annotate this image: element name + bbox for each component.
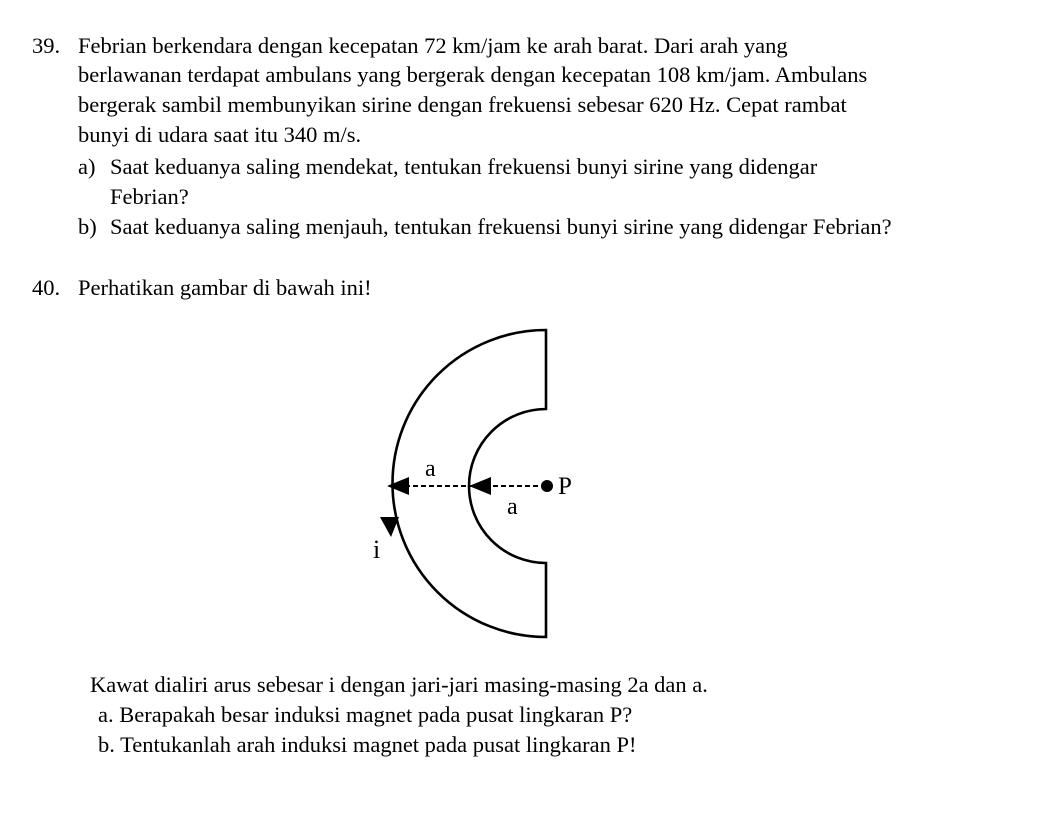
outer-radius-label: a xyxy=(425,456,436,482)
question-40-part-a: a. Berapakah besar induksi magnet pada pusat lingkaran P? xyxy=(98,702,633,727)
question-40-part-b: b. Tentukanlah arah induksi magnet pada pusat lingkaran P! xyxy=(98,732,637,757)
inner-radius-label: a xyxy=(507,494,518,520)
question-39-part-b-label: b) xyxy=(78,214,97,239)
outer-radius-arrow-icon xyxy=(387,477,409,495)
inner-radius-arrow-icon xyxy=(469,477,491,495)
center-label-p: P xyxy=(558,473,572,500)
question-39-number: 39. xyxy=(32,33,61,58)
question-39-part-a-line-2: Febrian? xyxy=(110,184,189,209)
current-arrow-icon xyxy=(380,517,399,537)
question-39-part-a-label: a) xyxy=(78,154,96,179)
question-39-line-3: bergerak sambil membunyikan sirine dengan frekuensi sebesar 620 Hz. Cepat rambat xyxy=(78,92,847,117)
question-40-number: 40. xyxy=(32,275,61,300)
center-point-p xyxy=(541,480,553,492)
question-39-line-1: Febrian berkendara dengan kecepatan 72 km/jam ke arah barat. Dari arah yang xyxy=(78,33,788,58)
question-39-line-4: bunyi di udara saat itu 340 m/s. xyxy=(78,122,362,147)
question-40-caption: Kawat dialiri arus sebesar i dengan jari-jari masing-masing 2a dan a. xyxy=(90,672,708,697)
question-39-part-b-text: Saat keduanya saling menjauh, tentukan frekuensi bunyi sirine yang didengar Febrian? xyxy=(110,214,892,239)
wire-loop xyxy=(392,330,546,637)
current-label-i: i xyxy=(373,535,381,564)
question-39-line-2: berlawanan terdapat ambulans yang bergerak dengan kecepatan 108 km/jam. Ambulans xyxy=(78,62,868,87)
question-40-text: Perhatikan gambar di bawah ini! xyxy=(78,275,372,300)
question-39-part-a-line-1: Saat keduanya saling mendekat, tentukan frekuensi bunyi sirine yang didengar xyxy=(110,154,818,179)
